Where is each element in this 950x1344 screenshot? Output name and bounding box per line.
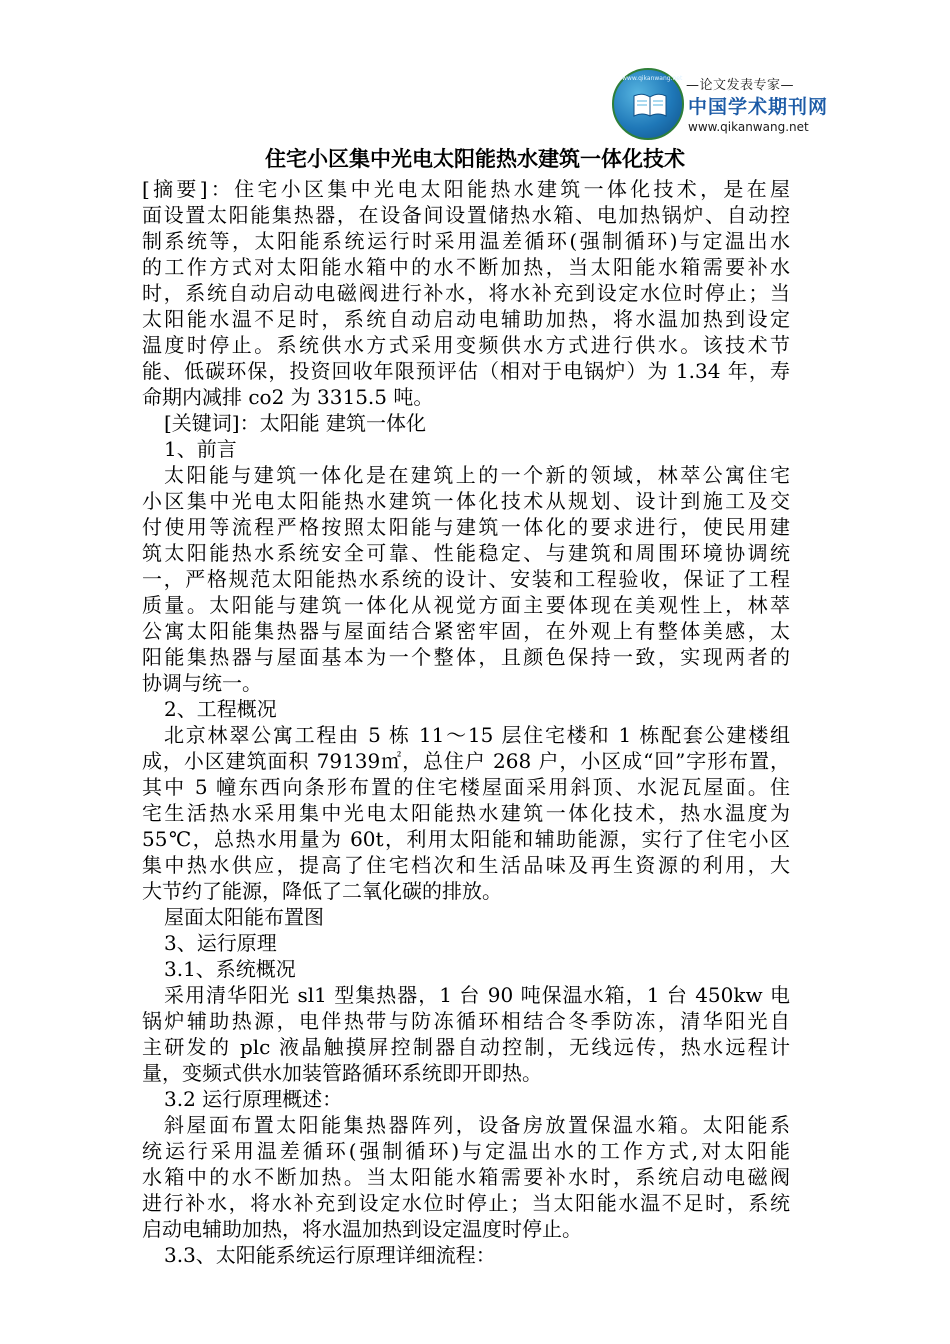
subsection-heading: 3.1、系统概况: [164, 957, 296, 981]
keywords: [关键词]：太阳能 建筑一体化: [164, 411, 426, 435]
paragraph-line: 阳能集热器与屋面基本为一个整体，且颜色保持一致，实现两者的: [142, 645, 790, 669]
paragraph-line: 集中热水供应，提高了住宅档次和生活品味及再生资源的利用，大: [142, 853, 790, 877]
site-logo[interactable]: [612, 68, 829, 148]
abstract-line: [摘要]：住宅小区集中光电太阳能热水建筑一体化技术，是在屋: [142, 177, 790, 201]
abstract-line: 的工作方式对太阳能水箱中的水不断加热，当太阳能水箱需要补水: [142, 255, 790, 279]
logo-emblem: [612, 68, 684, 140]
section-heading: 2、工程概况: [164, 697, 277, 721]
paragraph-line: 北京林翠公寓工程由 5 栋 11～15 层住宅楼和 1 栋配套公建楼组: [164, 723, 790, 747]
logo-tagline: —论文发表专家—: [686, 78, 795, 93]
paragraph-line: 筑太阳能热水系统安全可靠、性能稳定、与建筑和周围环境协调统: [142, 541, 790, 565]
paragraph-line: 量，变频式供水加装管路循环系统即开即热。: [142, 1061, 542, 1085]
logo-url[interactable]: www.qikanwang.net: [688, 120, 809, 134]
paragraph-line: 成，小区建筑面积 79139㎡，总住户 268 户，小区成“回”字形布置，: [142, 749, 790, 773]
section-heading: 3、运行原理: [164, 931, 277, 955]
paragraph-line: 进行补水，将水补充到设定水位时停止；当太阳能水温不足时，系统: [142, 1191, 790, 1215]
abstract-line: 能、低碳环保，投资回收年限预评估（相对于电锅炉）为 1.34 年，寿: [142, 359, 790, 383]
subsection-heading: 3.2 运行原理概述：: [164, 1087, 343, 1111]
paragraph-line: 公寓太阳能集热器与屋面结合紧密牢固，在外观上有整体美感，太: [142, 619, 790, 643]
paragraph-line: 主研发的 plc 液晶触摸屏控制器自动控制，无线远传，热水远程计: [142, 1035, 790, 1059]
figure-caption: 屋面太阳能布置图: [164, 905, 324, 929]
section-heading: 1、前言: [164, 437, 237, 461]
paragraph-line: 一，严格规范太阳能热水系统的设计、安装和工程验收，保证了工程: [142, 567, 790, 591]
paragraph-line: 采用清华阳光 sl1 型集热器，1 台 90 吨保温水箱，1 台 450kw 电: [164, 983, 790, 1007]
paragraph-line: 小区集中光电太阳能热水建筑一体化技术从规划、设计到施工及交: [142, 489, 790, 513]
paragraph-line: 大节约了能源，降低了二氧化碳的排放。: [142, 879, 502, 903]
subsection-heading: 3.3、太阳能系统运行原理详细流程：: [164, 1243, 496, 1267]
abstract-line: 太阳能水温不足时，系统自动启动电辅助加热，将水温加热到设定: [142, 307, 790, 331]
paragraph-line: 质量。太阳能与建筑一体化从视觉方面主要体现在美观性上，林萃: [142, 593, 790, 617]
abstract-line: 温度时停止。系统供水方式采用变频供水方式进行供水。该技术节: [142, 333, 790, 357]
paragraph-line: 斜屋面布置太阳能集热器阵列，设备房放置保温水箱。太阳能系: [164, 1113, 790, 1137]
paragraph-line: 其中 5 幢东西向条形布置的住宅楼屋面采用斜顶、水泥瓦屋面。住: [142, 775, 790, 799]
paragraph-line: 锅炉辅助热源，电伴热带与防冻循环相结合冬季防冻，清华阳光自: [142, 1009, 790, 1033]
abstract-line: 时，系统自动启动电磁阀进行补水，将水补充到设定水位时停止；当: [142, 281, 790, 305]
logo-brand-name: 中国学术期刊网: [688, 96, 829, 118]
paragraph-line: 付使用等流程严格按照太阳能与建筑一体化的要求进行，使民用建: [142, 515, 790, 539]
paragraph-line: 协调与统一。: [142, 671, 262, 695]
paragraph-line: 统运行采用温差循环(强制循环)与定温出水的工作方式,对太阳能: [142, 1139, 790, 1163]
paragraph-line: 启动电辅助加热，将水温加热到设定温度时停止。: [142, 1217, 582, 1241]
paragraph-line: 太阳能与建筑一体化是在建筑上的一个新的领域，林萃公寓住宅: [164, 463, 790, 487]
paragraph-line: 水箱中的水不断加热。当太阳能水箱需要补水时，系统启动电磁阀: [142, 1165, 790, 1189]
logo-ring-text: www.qikanwang.net: [622, 75, 683, 82]
abstract-line: 面设置太阳能集热器，在设备间设置储热水箱、电加热锅炉、自动控: [142, 203, 790, 227]
paragraph-line: 宅生活热水采用集中光电太阳能热水建筑一体化技术，热水温度为: [142, 801, 790, 825]
paragraph-line: 55℃，总热水用量为 60t，利用太阳能和辅助能源，实行了住宅小区: [142, 827, 790, 851]
abstract-line: 制系统等，太阳能系统运行时采用温差循环(强制循环)与定温出水: [142, 229, 790, 253]
book-icon: [632, 92, 668, 118]
document-title: 住宅小区集中光电太阳能热水建筑一体化技术: [265, 147, 685, 171]
abstract-line: 命期内减排 co2 为 3315.5 吨。: [142, 385, 434, 409]
